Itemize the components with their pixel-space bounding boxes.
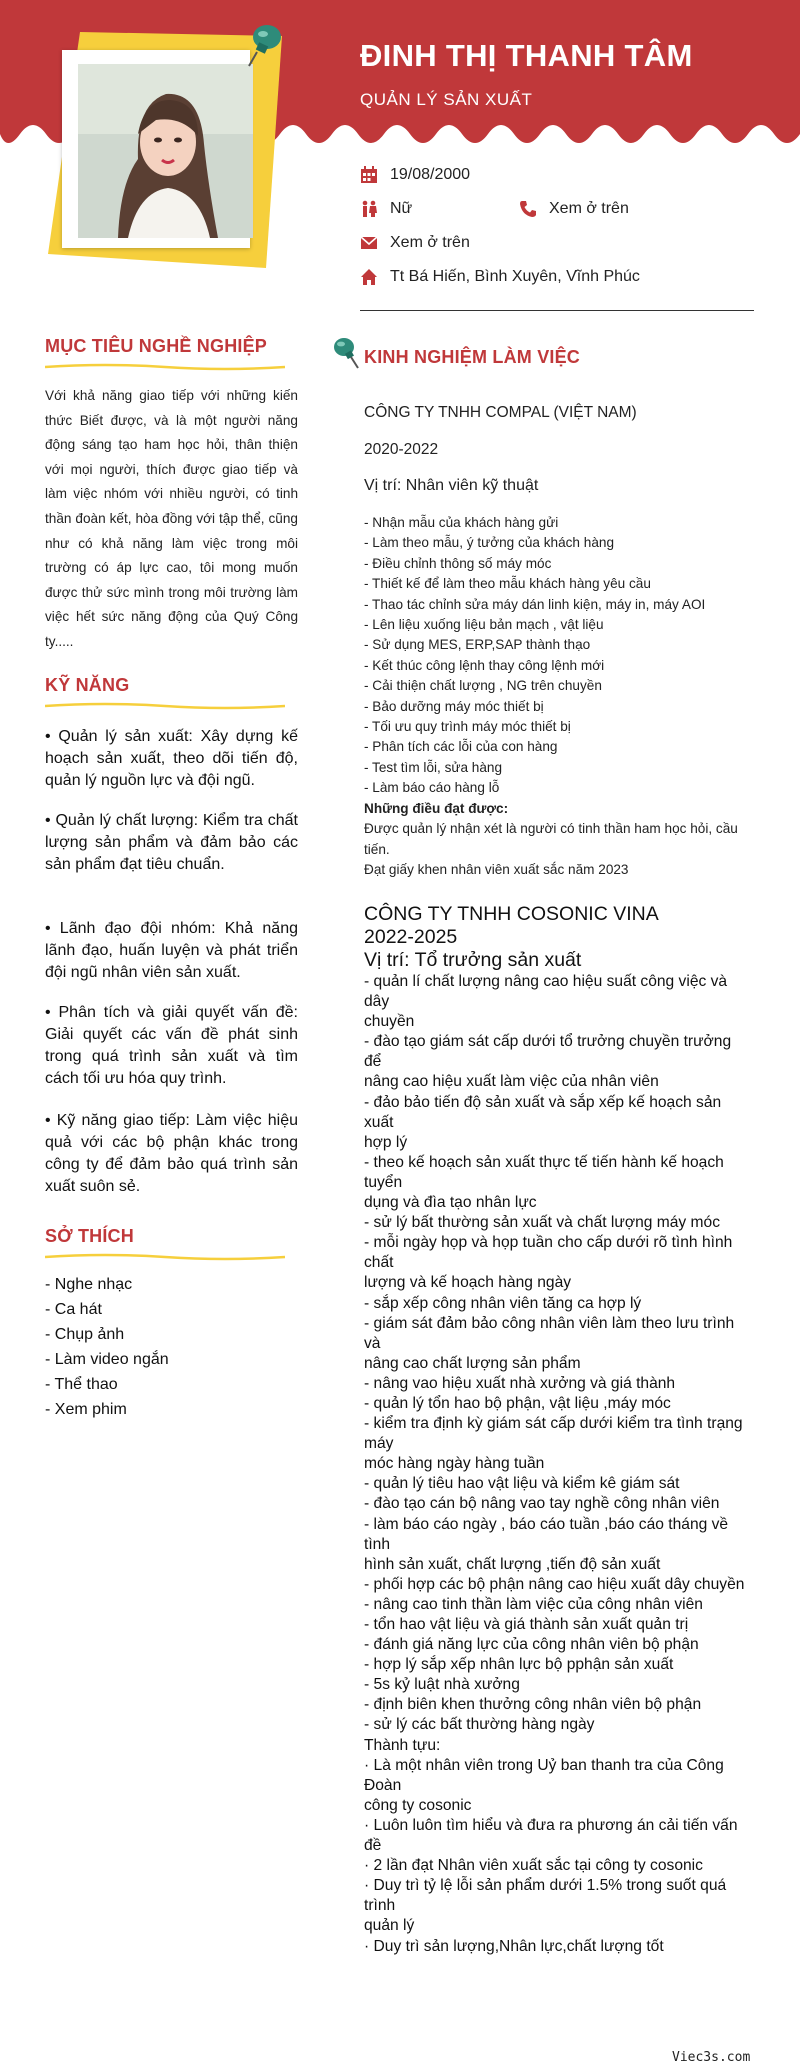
duty-line: - Thiết kế để làm theo mẫu khách hàng yêu cầu — [364, 576, 651, 592]
hobby-item: - Thể thao — [45, 1376, 118, 1393]
hobbies-underline — [45, 1252, 285, 1262]
objective-text: Với khả năng giao tiếp với những kiến thức Biết được, và là một người năng động sáng tạo ham học hỏi, thân thiện với mọi người, thích được giao tiếp và làm việc nhóm với nhiều người, có tinh thần đoàn kết, hòa đồng với tập thể, cũng như có khả năng làm việc trong môi trường có áp lực cao, tôi mong muốn được thử sức mình trong môi trường làm việc hết sức năng động của Quý Công ty..... — [45, 388, 298, 649]
job2-duties — [364, 972, 746, 1957]
duty-line: - nâng cao tinh thần làm việc của công nhân viên — [364, 1595, 703, 1613]
duty-line: - quản lí chất lượng nâng cao hiệu suất công việc và dây — [364, 973, 728, 1011]
job1-position: Vị trí: Nhân viên kỹ thuật — [364, 477, 539, 494]
job2-period: 2022-2025 — [364, 926, 458, 948]
duty-line: - Lên liệu xuống liệu bản mạch , vật liệu — [364, 617, 604, 633]
duty-line: - sử lý bất thường sản xuất và chất lượng máy móc — [364, 1214, 720, 1232]
duty-line: - Tối ưu quy trình máy móc thiết bị — [364, 719, 571, 735]
duty-line: - Cải thiện chất lượng , NG trên chuyền — [364, 678, 602, 694]
duty-line: · Là một nhân viên trong Uỷ ban thanh tra của Công Đoàn — [364, 1756, 724, 1794]
duty-line: - kiểm tra định kỳ giám sát cấp dưới kiểm tra tình trạng máy — [364, 1415, 743, 1453]
skill-item: • Quản lý sản xuất: Xây dựng kế hoạch sản xuất, theo dõi tiến độ, quản lý nguồn lực và đội ngũ. — [45, 728, 298, 789]
duty-line: - đảo bảo tiến độ sản xuất và sắp xếp kế hoạch sản xuất — [364, 1093, 722, 1131]
duty-line: lượng và kế hoạch hàng ngày — [364, 1274, 572, 1292]
duty-line: - Điều chỉnh thông số máy móc — [364, 555, 552, 571]
skill-item: • Quản lý chất lượng: Kiểm tra chất lượng sản phẩm và đảm bảo các sản phẩm đạt tiêu chuẩn. — [45, 812, 298, 873]
duty-line: - Nhận mẫu của khách hàng gửi — [364, 515, 559, 530]
candidate-title: QUẢN LÝ SẢN XUẤT — [360, 90, 533, 109]
duty-line: - định biên khen thưởng công nhân viên bộ phận — [364, 1696, 702, 1714]
duty-line: - hợp lý sắp xếp nhân lực bộ pphận sản xuất — [364, 1656, 674, 1674]
duty-line: - Phân tích các lỗi của con hàng — [364, 739, 558, 755]
experience-heading: KINH NGHIỆM LÀM VIỆC — [364, 347, 581, 367]
duty-line: - giám sát đảm bảo công nhân viên làm theo lưu trình và — [364, 1314, 735, 1352]
address-row — [360, 268, 640, 286]
phone-row — [519, 200, 629, 218]
duty-line: - Thao tác chỉnh sửa máy dán linh kiện, máy in, máy AOI — [364, 596, 706, 612]
phone-icon — [519, 200, 537, 218]
pushpin-icon — [330, 336, 360, 370]
duty-line: dụng và đìa tạo nhân lực — [364, 1194, 537, 1212]
duty-line: công ty cosonic — [364, 1796, 472, 1814]
envelope-icon — [360, 234, 378, 252]
hobbies-heading: SỞ THÍCH — [45, 1226, 134, 1246]
duty-line: - đánh giá năng lực của công nhân viên bộ phận — [364, 1636, 699, 1654]
duty-line: móc hàng ngày hàng tuần — [364, 1455, 545, 1473]
job1-period: 2020-2022 — [364, 441, 439, 458]
duty-line: - sắp xếp công nhân viên tăng ca hợp lý — [364, 1294, 642, 1312]
gender-text: Nữ — [390, 200, 413, 217]
hobbies-list — [45, 1272, 169, 1422]
duty-line: - nâng vao hiệu xuất nhà xưởng và giá thành — [364, 1374, 676, 1392]
duty-line: - phối hợp các bộ phận nâng cao hiệu xuất dây chuyền — [364, 1575, 745, 1593]
duty-line: · 2 lần đạt Nhân viên xuất sắc tại công ty cosonic — [364, 1857, 703, 1875]
duty-line: · Luôn luôn tìm hiểu và đưa ra phương án cải tiến vấn đề — [364, 1816, 738, 1855]
duty-line: - tổn hao vật liệu và giá thành sản xuất quản trị — [364, 1616, 689, 1633]
job2 — [364, 903, 746, 1957]
duty-line: hợp lý — [364, 1133, 408, 1151]
duty-line: - theo kế hoạch sản xuất thực tế tiến hành kế hoạch tuyển — [364, 1153, 724, 1191]
skills-underline — [45, 701, 285, 711]
duty-line: nâng cao hiệu xuất làm việc của nhân viên — [364, 1073, 659, 1091]
duty-line: - Test tìm lỗi, sửa hàng — [364, 759, 503, 775]
pushpin-icon — [245, 22, 285, 68]
objective-heading: MỤC TIÊU NGHỀ NGHIỆP — [45, 336, 268, 356]
duty-line: - Sử dụng MES, ERP,SAP thành thạo — [364, 637, 591, 653]
birthdate-row — [360, 166, 470, 184]
birthdate-text: 19/08/2000 — [390, 166, 471, 183]
duty-line: - Làm báo cáo hàng lỗ — [364, 780, 500, 796]
job2-company: CÔNG TY TNHH COSONIC VINA — [364, 903, 659, 925]
job2-position: Vị trí: Tổ trưởng sản xuất — [364, 949, 582, 971]
duty-line: - quản lý tổn hao bộ phận, vật liệu ,máy móc — [364, 1394, 671, 1412]
duty-line: chuyền — [364, 1013, 415, 1031]
hobby-item: - Nghe nhạc — [45, 1276, 133, 1293]
achievement-line: Đạt giấy khen nhân viên xuất sắc năm 2023 — [364, 861, 629, 877]
duty-line: · Duy trì sản lượng,Nhân lực,chất lượng tốt — [364, 1937, 664, 1955]
duty-line: - Làm theo mẫu, ý tưởng của khách hàng — [364, 535, 615, 551]
footer-watermark: Viec3s.com — [672, 2050, 751, 2065]
phone-text: Xem ở trên — [549, 200, 629, 217]
email-text: Xem ở trên — [390, 234, 470, 251]
skill-item: • Kỹ năng giao tiếp: Làm việc hiệu quả với các bộ phận khác trong công ty để đảm bảo quá trình sản xuất suôn sẻ. — [45, 1112, 298, 1195]
duty-line: - làm báo cáo ngày , báo cáo tuần ,báo cáo tháng về tình — [364, 1515, 729, 1553]
achievements-heading: Những điều đạt được: — [364, 800, 509, 816]
duty-line: - đào tạo cán bộ nâng vao tay nghề công nhân viên — [364, 1495, 720, 1513]
duty-line: - sử lý các bất thường hàng ngày — [364, 1716, 595, 1734]
objective-underline — [45, 362, 285, 372]
job1-duties — [364, 513, 764, 880]
duty-line: - Bảo dưỡng máy móc thiết bị — [364, 698, 544, 714]
duty-line: nâng cao chất lượng sản phẩm — [364, 1354, 581, 1372]
hobby-item: - Chụp ảnh — [45, 1326, 125, 1343]
gender-row — [360, 200, 412, 218]
skill-item: • Phân tích và giải quyết vấn đề: Giải quyết các vấn đề phát sinh trong quá trình sản xuất và tìm cách tối ưu hóa quy trình. — [45, 1004, 298, 1087]
home-icon — [360, 268, 378, 286]
email-row — [360, 234, 470, 252]
contact-divider — [360, 310, 754, 311]
address-text: Tt Bá Hiến, Bình Xuyên, Vĩnh Phúc — [390, 268, 640, 285]
achievement-line: Được quản lý nhận xét là người có tinh thần ham học hỏi, cầu tiến. — [364, 821, 738, 857]
duty-line: - 5s kỷ luật nhà xưởng — [364, 1676, 520, 1694]
job1-company: CÔNG TY TNHH COMPAL (VIỆT NAM) — [364, 404, 637, 421]
gender-icon — [360, 200, 378, 218]
duty-line: - mỗi ngày họp và họp tuần cho cấp dưới rõ tình hình chất — [364, 1234, 733, 1272]
hobby-item: - Ca hát — [45, 1301, 102, 1318]
avatar — [78, 64, 253, 238]
skills-heading: KỸ NĂNG — [45, 675, 130, 695]
duty-line: quản lý — [364, 1917, 415, 1935]
calendar-icon — [360, 166, 378, 184]
duty-line: - quản lý tiêu hao vật liệu và kiểm kê giám sát — [364, 1475, 680, 1493]
hobby-item: - Làm video ngắn — [45, 1351, 169, 1368]
candidate-name: ĐINH THỊ THANH TÂM — [360, 38, 693, 73]
hobby-item: - Xem phim — [45, 1401, 127, 1418]
duty-line: Thành tựu: — [364, 1736, 441, 1754]
skill-item: • Lãnh đạo đội nhóm: Khả năng lãnh đạo, huấn luyện và phát triển đội ngũ nhân viên sản xuất. — [45, 920, 298, 981]
duty-line: - đào tạo giám sát cấp dưới tổ trưởng chuyền trưởng để — [364, 1033, 732, 1071]
duty-line: - Kết thúc công lệnh thay công lệnh mới — [364, 657, 605, 673]
duty-line: · Duy trì tỷ lệ lỗi sản phẩm dưới 1.5% trong suốt quá trình — [364, 1877, 727, 1915]
duty-line: hình sản xuất, chất lượng ,tiến độ sản xuất — [364, 1555, 661, 1573]
